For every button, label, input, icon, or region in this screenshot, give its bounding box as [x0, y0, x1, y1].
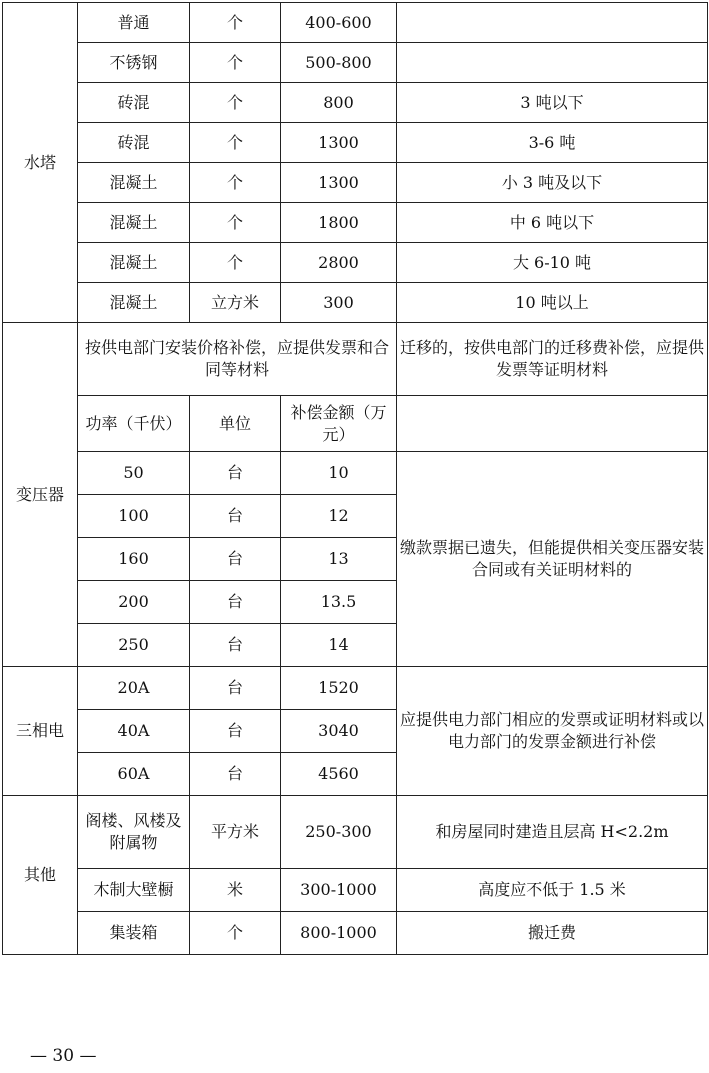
- header-power: 功率（千伏）: [78, 396, 190, 452]
- table-row: [3, 123, 708, 163]
- category-water-tower: 水塔: [3, 3, 78, 323]
- item-name: 60A: [78, 753, 190, 796]
- item-name: 砖混: [78, 123, 190, 163]
- transformer-unit: 台: [190, 452, 281, 495]
- transformer-power: 250: [78, 624, 190, 667]
- table-row: [3, 912, 708, 955]
- table-row: [3, 283, 708, 323]
- item-unit: 平方米: [190, 796, 281, 869]
- item-unit: 个: [190, 43, 281, 83]
- item-amount: 4560: [281, 753, 397, 796]
- compensation-table: [2, 2, 708, 955]
- item-amount: 1300: [281, 123, 397, 163]
- item-note: 3 吨以下: [397, 83, 708, 123]
- table-row: [3, 452, 708, 495]
- table-row: [3, 667, 708, 710]
- item-name: 集装箱: [78, 912, 190, 955]
- table-row: [3, 83, 708, 123]
- item-amount: 300: [281, 283, 397, 323]
- empty-cell: [397, 396, 708, 452]
- item-note: 10 吨以上: [397, 283, 708, 323]
- table-row: [3, 3, 708, 43]
- item-amount: 800: [281, 83, 397, 123]
- item-unit: 台: [190, 667, 281, 710]
- item-unit: 个: [190, 163, 281, 203]
- category-three-phase: 三相电: [3, 667, 78, 796]
- transformer-amount: 12: [281, 495, 397, 538]
- item-unit: 个: [190, 912, 281, 955]
- table-row: [3, 243, 708, 283]
- item-amount: 1800: [281, 203, 397, 243]
- item-unit: 台: [190, 753, 281, 796]
- item-name: 砖混: [78, 83, 190, 123]
- item-amount: 1300: [281, 163, 397, 203]
- table-row: [3, 163, 708, 203]
- item-unit: 台: [190, 710, 281, 753]
- item-unit: 个: [190, 123, 281, 163]
- item-name: 木制大壁橱: [78, 869, 190, 912]
- item-name: 阁楼、风楼及附属物: [78, 796, 190, 869]
- item-amount: 500-800: [281, 43, 397, 83]
- item-name: 混凝土: [78, 243, 190, 283]
- transformer-install-note: 按供电部门安装价格补偿，应提供发票和合同等材料: [78, 323, 397, 396]
- item-note: 中 6 吨以下: [397, 203, 708, 243]
- item-name: 普通: [78, 3, 190, 43]
- item-amount: 1520: [281, 667, 397, 710]
- item-amount: 250-300: [281, 796, 397, 869]
- item-note: [397, 3, 708, 43]
- transformer-lost-receipt-note: 缴款票据已遗失，但能提供相关变压器安装合同或有关证明材料的: [397, 452, 708, 667]
- three-phase-note: 应提供电力部门相应的发票或证明材料或以电力部门的发票金额进行补偿: [397, 667, 708, 796]
- transformer-amount: 13.5: [281, 581, 397, 624]
- item-amount: 300-1000: [281, 869, 397, 912]
- transformer-power: 200: [78, 581, 190, 624]
- page-number: — 30 —: [30, 1046, 97, 1066]
- category-transformer: 变压器: [3, 323, 78, 667]
- item-note: 3-6 吨: [397, 123, 708, 163]
- item-unit: 个: [190, 3, 281, 43]
- item-amount: 800-1000: [281, 912, 397, 955]
- item-name: 混凝土: [78, 203, 190, 243]
- item-unit: 立方米: [190, 283, 281, 323]
- item-note: 搬迁费: [397, 912, 708, 955]
- table-row: [3, 43, 708, 83]
- item-name: 20A: [78, 667, 190, 710]
- transformer-amount: 14: [281, 624, 397, 667]
- transformer-power: 160: [78, 538, 190, 581]
- item-unit: 米: [190, 869, 281, 912]
- header-unit: 单位: [190, 396, 281, 452]
- item-unit: 个: [190, 243, 281, 283]
- transformer-amount: 10: [281, 452, 397, 495]
- transformer-unit: 台: [190, 581, 281, 624]
- item-amount: 3040: [281, 710, 397, 753]
- item-name: 不锈钢: [78, 43, 190, 83]
- table-row: [3, 323, 708, 396]
- item-note: 小 3 吨及以下: [397, 163, 708, 203]
- table-row: [3, 796, 708, 869]
- table-header-row: [3, 396, 708, 452]
- item-name: 混凝土: [78, 283, 190, 323]
- transformer-power: 100: [78, 495, 190, 538]
- transformer-power: 50: [78, 452, 190, 495]
- transformer-unit: 台: [190, 624, 281, 667]
- item-amount: 2800: [281, 243, 397, 283]
- item-amount: 400-600: [281, 3, 397, 43]
- header-amount: 补偿金额（万元）: [281, 396, 397, 452]
- item-unit: 个: [190, 203, 281, 243]
- item-name: 40A: [78, 710, 190, 753]
- table-row: [3, 203, 708, 243]
- table-row: [3, 869, 708, 912]
- item-unit: 个: [190, 83, 281, 123]
- category-other: 其他: [3, 796, 78, 955]
- transformer-amount: 13: [281, 538, 397, 581]
- item-note: 高度应不低于 1.5 米: [397, 869, 708, 912]
- transformer-relocate-note: 迁移的，按供电部门的迁移费补偿，应提供发票等证明材料: [397, 323, 708, 396]
- transformer-unit: 台: [190, 538, 281, 581]
- transformer-unit: 台: [190, 495, 281, 538]
- item-note: 和房屋同时建造且层高 H<2.2m: [397, 796, 708, 869]
- item-name: 混凝土: [78, 163, 190, 203]
- item-note: [397, 43, 708, 83]
- item-note: 大 6-10 吨: [397, 243, 708, 283]
